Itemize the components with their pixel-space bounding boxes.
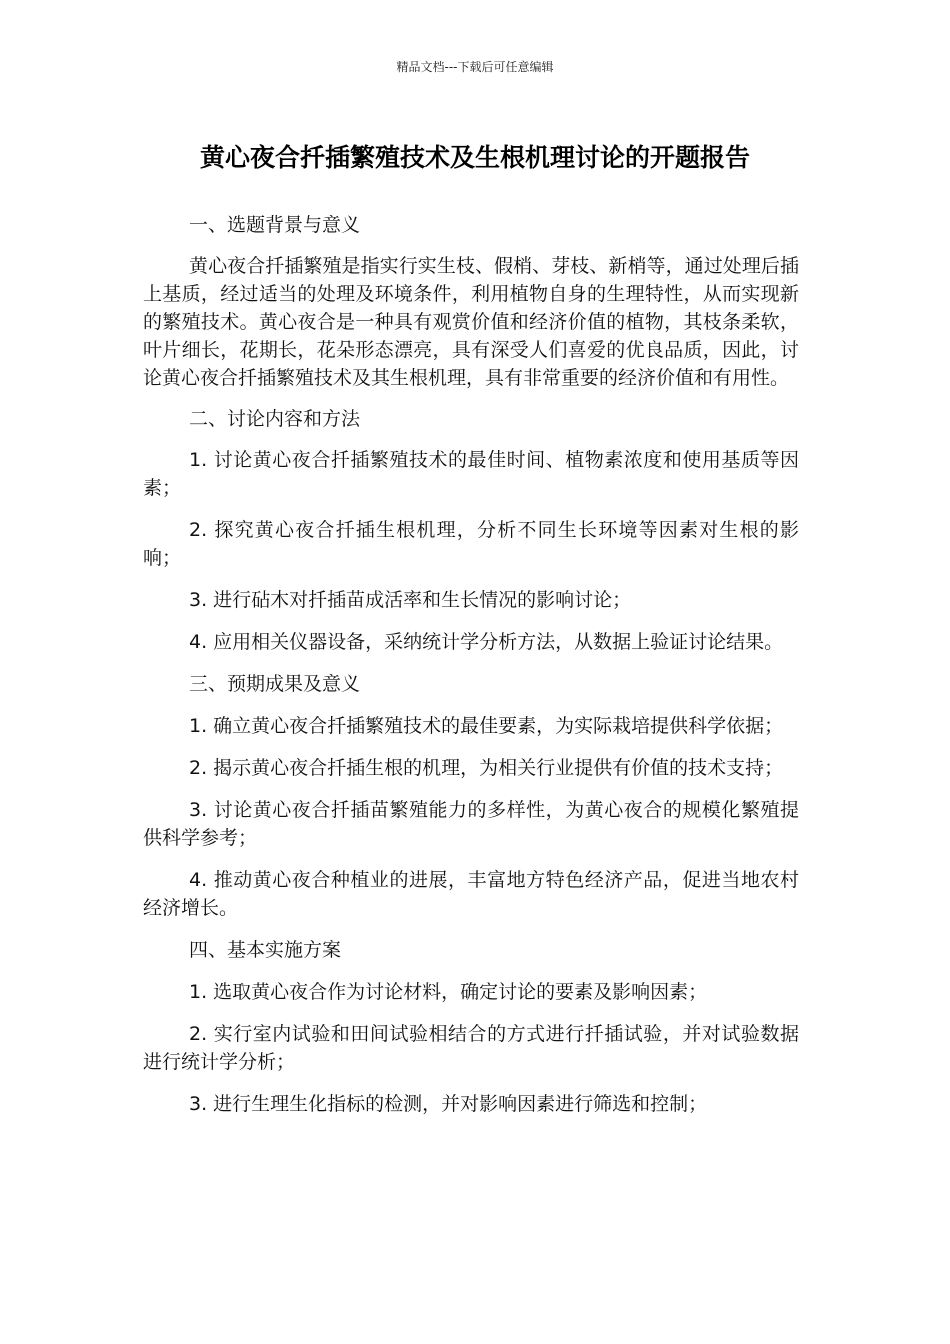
list-item-content-1: 1. 讨论黄心夜合扦插繁殖技术的最佳时间、植物素浓度和使用基质等因素； — [143, 449, 799, 499]
section-heading-background: 一、选题背景与意义 — [189, 214, 361, 236]
list-item-results-4: 4. 推动黄心夜合种植业的进展，丰富地方特色经济产品，促进当地农村经济增长。 — [143, 869, 799, 919]
paragraph-background: 黄心夜合扦插繁殖是指实行实生枝、假梢、芽枝、新梢等，通过处理后插上基质，经过适当的处理及环境条件，利用植物自身的生理特性，从而实现新的繁殖技术。黄心夜合是一种具有观赏价值和经济价值的植物，其枝条柔软，叶片细长，花期长，花朵形态漂亮，具有深受人们喜爱的优良品质，因此，讨论黄心夜合扦插繁殖技术及其生根机理，具有非常重要的经济价值和有用性。 — [143, 255, 799, 389]
list-item-plan-2: 2. 实行室内试验和田间试验相结合的方式进行扦插试验，并对试验数据进行统计学分析； — [143, 1023, 799, 1073]
section-heading-content-methods: 二、讨论内容和方法 — [189, 408, 361, 430]
list-item-results-1: 1. 确立黄心夜合扦插繁殖技术的最佳要素，为实际栽培提供科学依据； — [189, 715, 784, 737]
list-item-content-3: 3. 进行砧木对扦插苗成活率和生长情况的影响讨论； — [189, 589, 632, 611]
list-item-content-2: 2. 探究黄心夜合扦插生根机理，分析不同生长环境等因素对生根的影响； — [143, 519, 799, 569]
list-item-content-4: 4. 应用相关仪器设备，采纳统计学分析方法，从数据上验证讨论结果。 — [189, 631, 784, 653]
document-body — [143, 211, 799, 1132]
list-item-plan-1: 1. 选取黄心夜合作为讨论材料，确定讨论的要素及影响因素； — [189, 981, 708, 1003]
list-item-results-3: 3. 讨论黄心夜合扦插苗繁殖能力的多样性，为黄心夜合的规模化繁殖提供科学参考； — [143, 799, 799, 849]
list-item-results-2: 2. 揭示黄心夜合扦插生根的机理，为相关行业提供有价值的技术支持； — [189, 757, 784, 779]
section-heading-expected-results: 三、预期成果及意义 — [189, 673, 361, 695]
header-note: 精品文档---下载后可任意编辑 — [396, 60, 554, 74]
document-title: 黄心夜合扦插繁殖技术及生根机理讨论的开题报告 — [199, 143, 750, 172]
section-heading-implementation: 四、基本实施方案 — [189, 939, 342, 961]
list-item-plan-3: 3. 进行生理生化指标的检测，并对影响因素进行筛选和控制； — [189, 1093, 708, 1115]
